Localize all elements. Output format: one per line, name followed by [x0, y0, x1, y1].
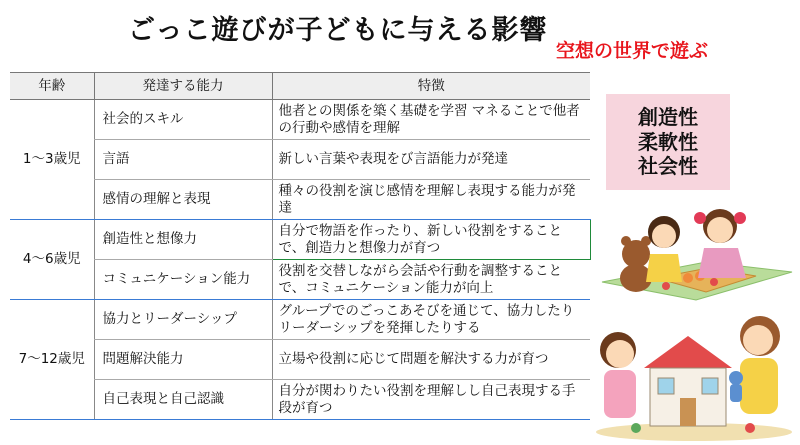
- feature-cell: グループでのごっこあそびを通じて、協力したりリーダーシップを発揮したりする: [272, 300, 590, 340]
- ability-cell: 問題解決能力: [94, 340, 272, 380]
- table-row: [10, 140, 590, 180]
- header-feature: 特徴: [272, 73, 590, 100]
- page-subtitle: 空想の世界で遊ぶ: [556, 40, 709, 62]
- picnic-play-illustration: [596, 196, 796, 302]
- feature-cell: 役割を交替しながら会話や行動を調整することで、コミュニケーション能力が向上: [272, 260, 590, 300]
- trait-label: 社会性: [638, 154, 698, 179]
- dollhouse-illustration: [592, 306, 796, 442]
- feature-cell: 自分が関わりたい役割を理解しし自己表現する手段が育つ: [272, 380, 590, 420]
- age-cell: 1～3歳児: [10, 100, 94, 220]
- ability-cell: 協力とリーダーシップ: [94, 300, 272, 340]
- feature-cell: 立場や役割に応じて問題を解決する力が育つ: [272, 340, 590, 380]
- development-table: [10, 72, 591, 420]
- feature-cell: 新しい言葉や表現をび言語能力が発達: [272, 140, 590, 180]
- ability-cell: 感情の理解と表現: [94, 180, 272, 220]
- feature-cell: 他者との関係を築く基礎を学習 マネることで他者の行動や感情を理解: [272, 100, 590, 140]
- table-row: [10, 340, 590, 380]
- table-row: [10, 220, 590, 260]
- feature-cell: 自分で物語を作ったり、新しい役割をすることで、創造力と想像力が育つ: [272, 220, 590, 260]
- table-row: [10, 100, 590, 140]
- trait-label: 柔軟性: [638, 129, 698, 154]
- ability-cell: 社会的スキル: [94, 100, 272, 140]
- ability-cell: 自己表現と自己認識: [94, 380, 272, 420]
- header-ability: 発達する能力: [94, 73, 272, 100]
- header-age: 年齢: [10, 73, 94, 100]
- age-cell: 4～6歳児: [10, 220, 94, 300]
- ability-cell: 創造性と想像力: [94, 220, 272, 260]
- table-header-row: [10, 73, 590, 100]
- table-row: [10, 300, 590, 340]
- trait-label: 創造性: [638, 105, 698, 130]
- table-row: [10, 260, 590, 300]
- ability-cell: 言語: [94, 140, 272, 180]
- table-row: [10, 180, 590, 220]
- page-title: ごっこ遊びが子どもに与える影響: [128, 15, 548, 46]
- feature-cell: 種々の役割を演じ感情を理解し表現する能力が発達: [272, 180, 590, 220]
- ability-cell: コミュニケーション能力: [94, 260, 272, 300]
- key-traits-box: [606, 94, 730, 190]
- table-row: [10, 380, 590, 420]
- age-cell: 7～12歳児: [10, 300, 94, 420]
